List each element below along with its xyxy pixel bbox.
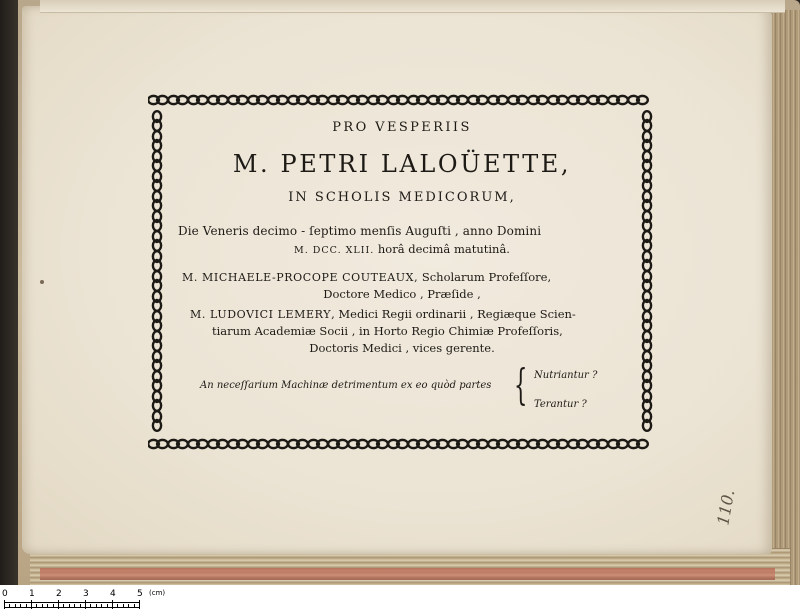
ruler-minor-tick: [80, 604, 81, 608]
ornament-unit: [288, 440, 308, 448]
ruler-minor-tick: [69, 604, 70, 608]
option-nutriantur: Nutriantur ?: [534, 370, 598, 381]
ornament-unit: [188, 440, 208, 448]
substitute-title: , Medici Regii ordinarii , Regiæque Scien-: [331, 307, 576, 321]
ornament-unit: [548, 96, 568, 104]
ornament-unit: [643, 411, 651, 431]
ornament-unit: [153, 411, 161, 431]
ornament-unit: [408, 440, 428, 448]
ornament-unit: [643, 171, 651, 191]
ruler-label-0: 0: [2, 589, 8, 599]
substitute-name: M. LUDOVICI LEMERY: [190, 308, 332, 321]
ornament-unit: [288, 96, 308, 104]
ruler-minor-tick: [47, 604, 48, 608]
ornament-unit: [628, 96, 648, 104]
ornament-unit: [153, 271, 161, 291]
date-line: Die Veneris decimo - ſeptimo menſis Auguſti , anno Domini: [178, 224, 542, 238]
ornament-unit: [153, 211, 161, 231]
ruler-minor-tick: [123, 604, 124, 608]
ornament-unit: [643, 131, 651, 151]
ruler-major-tick: [112, 600, 113, 609]
ruler-minor-tick: [128, 604, 129, 608]
ornament-unit: [508, 440, 528, 448]
ornament-unit: [608, 440, 628, 448]
ruler-label-4: 4: [110, 589, 116, 599]
ornament-unit: [148, 440, 168, 448]
ornament-unit: [153, 111, 161, 131]
ornament-unit: [588, 440, 608, 448]
red-page-edge: [40, 568, 775, 580]
ornament-unit: [528, 96, 548, 104]
ornament-unit: [488, 96, 508, 104]
ruler-label-5: 5: [137, 589, 143, 599]
ornament-unit: [528, 440, 548, 448]
ruler-major-tick: [4, 600, 5, 609]
curly-brace: {: [514, 360, 528, 409]
ornament-unit: [428, 440, 448, 448]
page-stack-right: [771, 10, 800, 585]
ruler-major-tick: [31, 600, 32, 609]
president-line: [182, 270, 551, 284]
ornament-unit: [643, 391, 651, 411]
ornament-unit: [328, 96, 348, 104]
ornament-unit: [153, 151, 161, 171]
ruler-minor-tick: [96, 604, 97, 608]
ornament-unit: [388, 440, 408, 448]
substitute-title-cont: tiarum Academiæ Socii , in Horto Regio Chimiæ Profeſſoris,: [212, 324, 563, 338]
ornament-unit: [643, 331, 651, 351]
ornament-unit: [153, 311, 161, 331]
ruler-minor-tick: [53, 604, 54, 608]
ornament-unit: [153, 171, 161, 191]
ruler-unit: (cm): [149, 589, 166, 597]
ornament-unit: [643, 211, 651, 231]
ornament-unit: [153, 331, 161, 351]
ornament-unit: [248, 440, 268, 448]
ornament-unit: [643, 351, 651, 371]
heading-name: M. PETRI LALOÜETTE,: [232, 150, 572, 178]
ornament-unit: [588, 96, 608, 104]
ruler-minor-tick: [74, 604, 75, 608]
ornament-unit: [153, 371, 161, 391]
heading-pro-vesperiis: PRO VESPERIIS: [332, 120, 472, 135]
handwritten-folio-number: 110.: [713, 488, 739, 527]
ornament-unit: [643, 291, 651, 311]
ornament-unit: [348, 96, 368, 104]
ornament-unit: [568, 440, 588, 448]
president-title: Scholarum Profeſſore,: [418, 270, 552, 284]
ornament-unit: [548, 440, 568, 448]
ruler-minor-tick: [107, 604, 108, 608]
ornament-unit: [643, 231, 651, 251]
ruler-major-tick: [139, 600, 140, 609]
ornament-unit: [568, 96, 588, 104]
ornament-unit: [153, 251, 161, 271]
ornament-unit: [268, 440, 288, 448]
ruler-minor-tick: [101, 604, 102, 608]
ornament-unit: [268, 96, 288, 104]
paper-spot: [40, 280, 44, 284]
option-terantur: Terantur ?: [534, 399, 587, 410]
ornament-unit: [328, 440, 348, 448]
substitute-line: [190, 307, 576, 321]
substitute-role: Doctoris Medici , vices gerente.: [309, 341, 495, 355]
ornament-unit: [448, 440, 468, 448]
ornament-unit: [248, 96, 268, 104]
ruler-minor-tick: [26, 604, 27, 608]
ornament-unit: [308, 440, 328, 448]
ornament-unit: [428, 96, 448, 104]
ornament-unit: [643, 191, 651, 211]
ornament-unit: [628, 440, 648, 448]
ruler-minor-tick: [15, 604, 16, 608]
ruler-minor-tick: [134, 604, 135, 608]
ornament-unit: [153, 131, 161, 151]
ornament-unit: [228, 96, 248, 104]
ornament-unit: [153, 231, 161, 251]
ornament-unit: [643, 111, 651, 131]
ruler-minor-tick: [63, 604, 64, 608]
ornament-unit: [368, 440, 388, 448]
ornament-unit: [643, 311, 651, 331]
ruler-major-tick: [85, 600, 86, 609]
ornament-unit: [488, 440, 508, 448]
president-role: Doctore Medico , Præſide ,: [323, 287, 481, 301]
ornament-unit: [153, 391, 161, 411]
ruler-minor-tick: [117, 604, 118, 608]
ruler-minor-tick: [20, 604, 21, 608]
ruler-minor-tick: [9, 604, 10, 608]
heading-in-scholis: IN SCHOLIS MEDICORUM,: [288, 190, 516, 205]
year-line: [172, 242, 632, 256]
ruler-minor-tick: [90, 604, 91, 608]
ruler-label-1: 1: [29, 589, 35, 599]
ornament-unit: [643, 151, 651, 171]
ornament-unit: [308, 96, 328, 104]
ornament-unit: [153, 291, 161, 311]
ruler-major-tick: [58, 600, 59, 609]
ornament-unit: [508, 96, 528, 104]
ornament-unit: [643, 371, 651, 391]
ruler-label-2: 2: [56, 589, 62, 599]
ornament-unit: [368, 96, 388, 104]
ornament-unit: [643, 251, 651, 271]
ornament-unit: [408, 96, 428, 104]
ornament-unit: [348, 440, 368, 448]
ornament-unit: [153, 191, 161, 211]
scale-ruler: [0, 585, 800, 611]
ornament-unit: [468, 440, 488, 448]
thesis-question: An neceſſarium Machinæ detrimentum ex eo quòd partes: [200, 380, 492, 391]
ornament-unit: [168, 96, 188, 104]
ruler-label-3: 3: [83, 589, 89, 599]
ornament-unit: [228, 440, 248, 448]
president-name: M. MICHAELE-PROCOPE COUTEAUX,: [182, 271, 419, 284]
ruler-minor-tick: [36, 604, 37, 608]
ornament-unit: [208, 440, 228, 448]
ruler-bar: [4, 602, 140, 608]
ornament-unit: [188, 96, 208, 104]
ornament-unit: [208, 96, 228, 104]
ruler-minor-tick: [42, 604, 43, 608]
ornament-unit: [468, 96, 488, 104]
ornament-unit: [643, 271, 651, 291]
ornament-unit: [153, 351, 161, 371]
top-leaf: [40, 0, 785, 13]
hour-text: horâ decimâ matutinâ.: [374, 242, 510, 256]
ornament-unit: [448, 96, 468, 104]
ornament-unit: [168, 440, 188, 448]
ornament-unit: [608, 96, 628, 104]
ornament-unit: [388, 96, 408, 104]
ornament-unit: [148, 96, 168, 104]
year-numerals: M. DCC. XLII.: [294, 245, 375, 256]
